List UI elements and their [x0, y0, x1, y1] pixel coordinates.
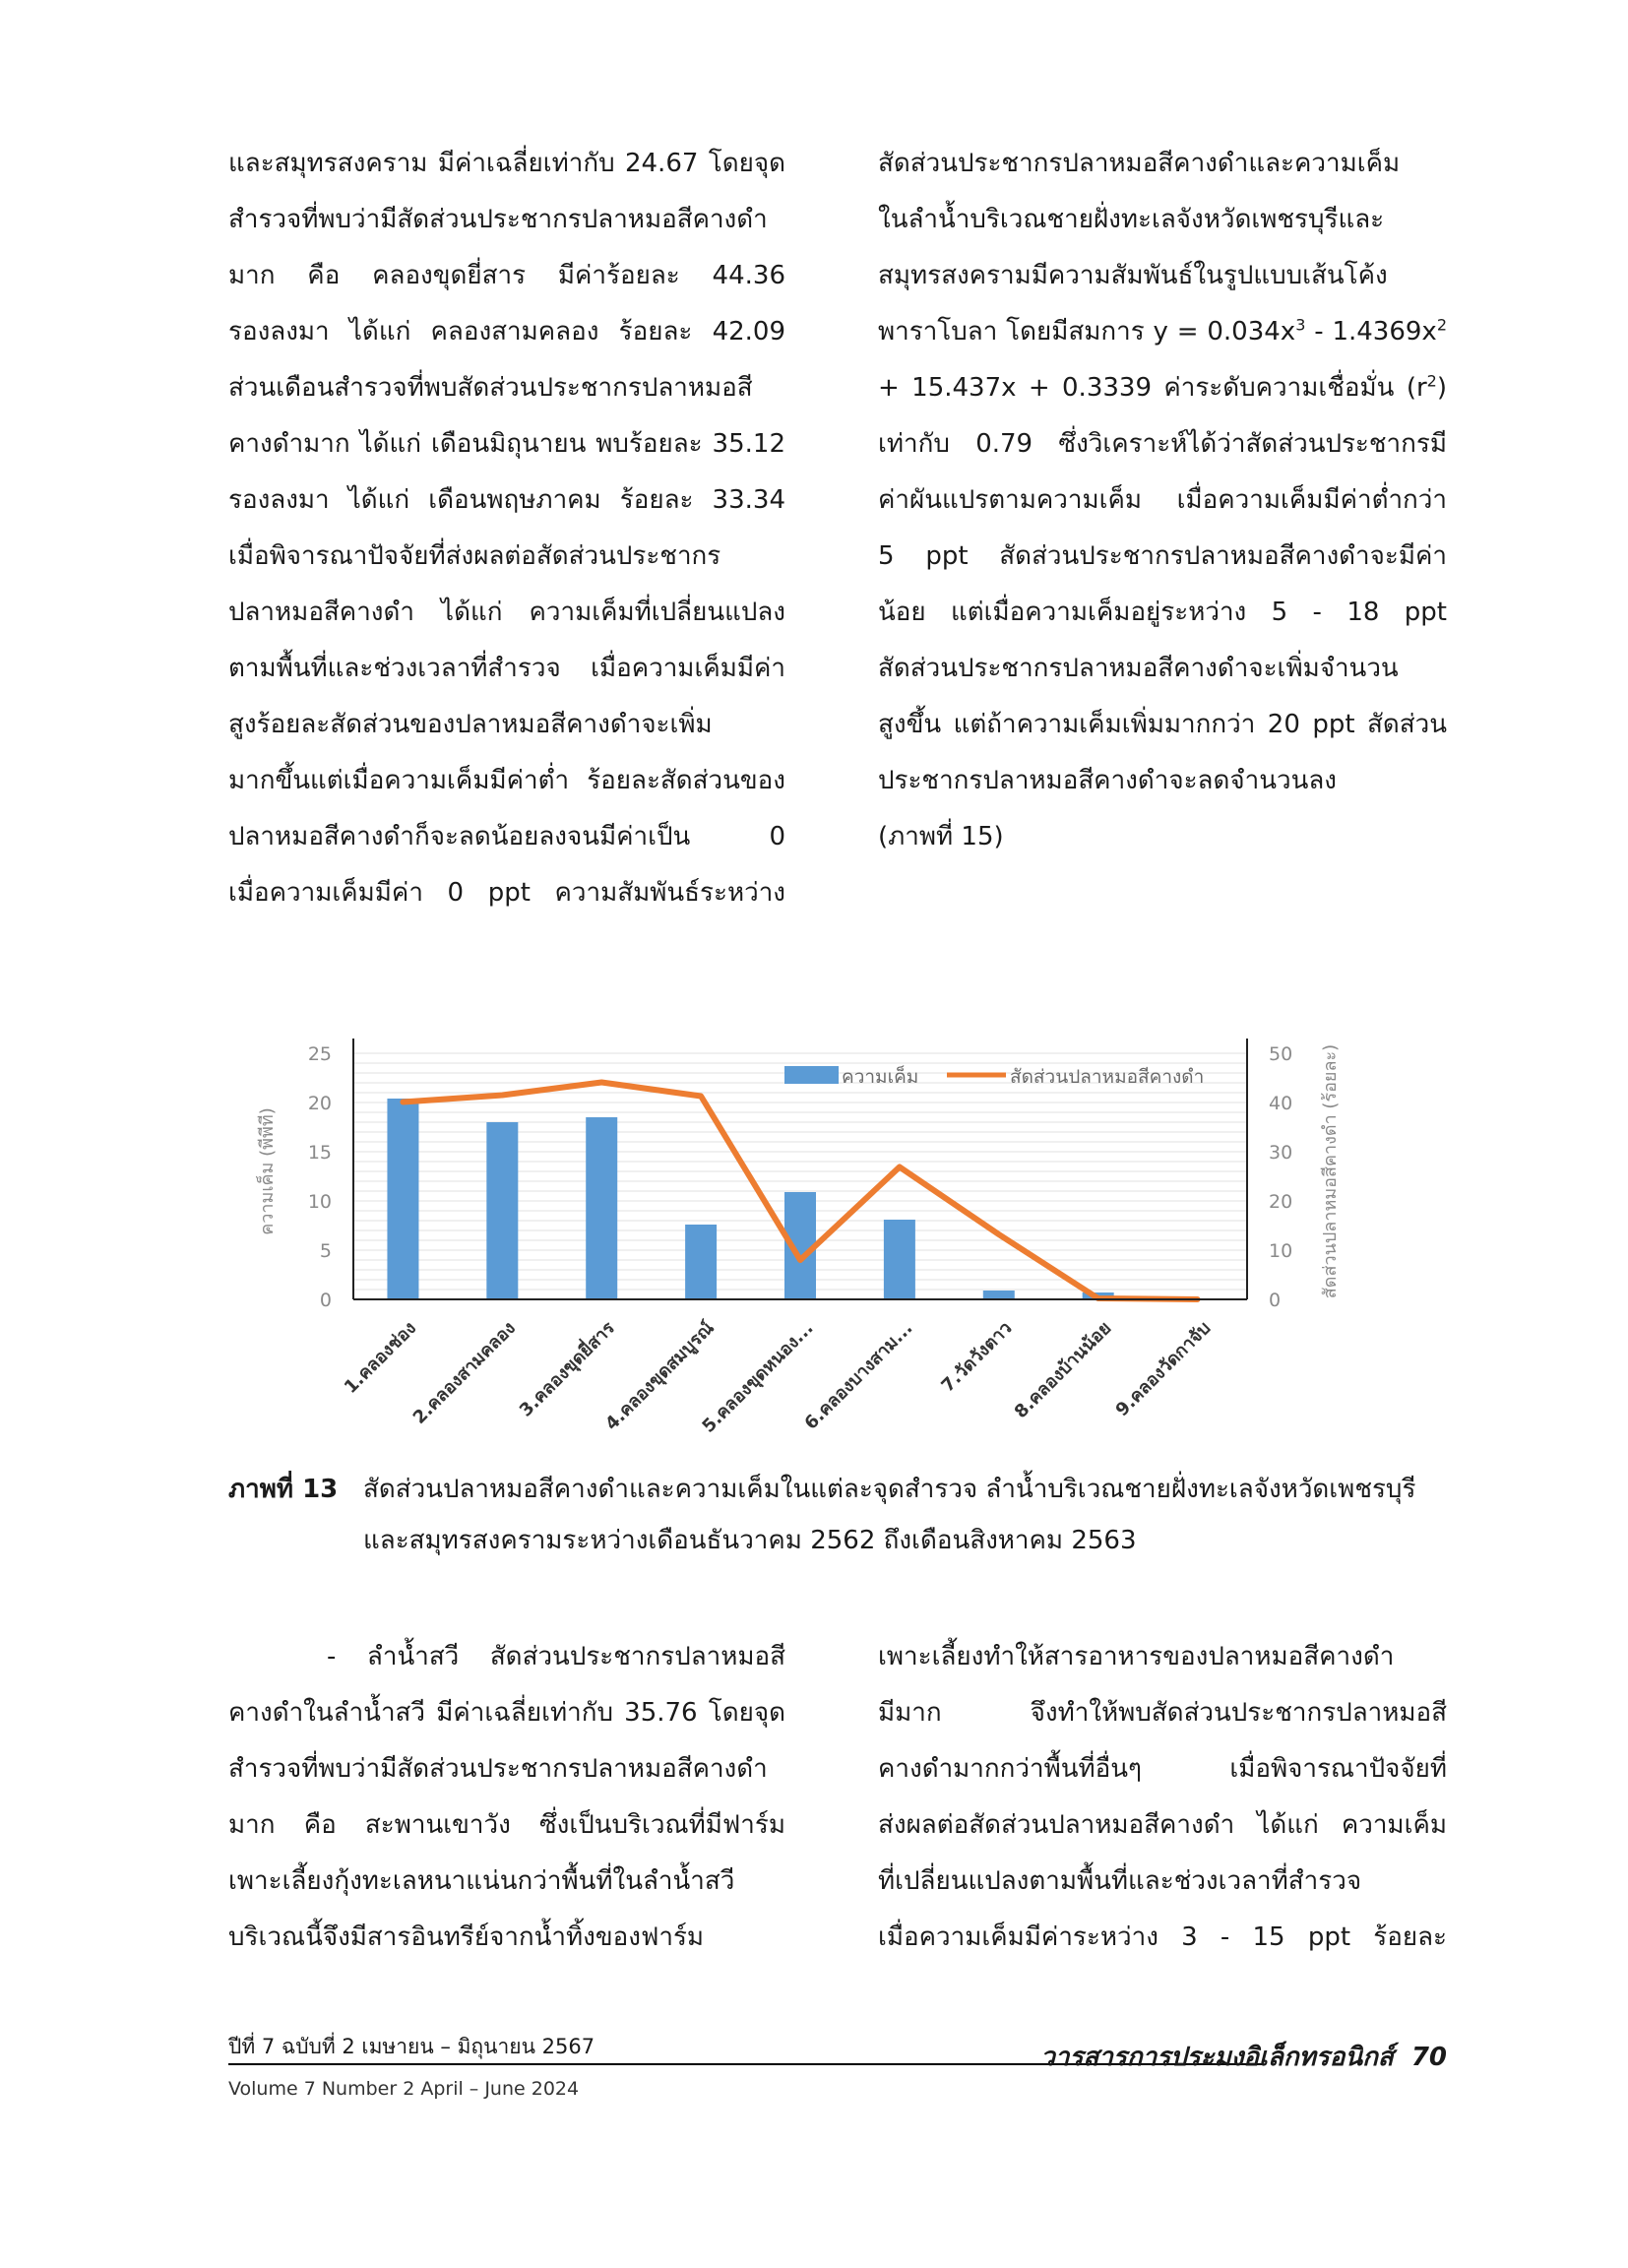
equation-exponent: 3 [1295, 315, 1306, 335]
category-label: 5.คลองขุดหนอง... [698, 1317, 818, 1437]
left-axis-title: ความเค็ม (พีพีที) [257, 1107, 278, 1235]
text-line: ที่เปลี่ยนแปลงตามพื้นที่และช่วงเวลาที่สำรวจ [878, 1866, 1362, 1896]
text-line: และสมุทรสงคราม มีค่าเฉลี่ยเท่ากับ 24.67 โดยจุด [228, 149, 785, 178]
caption-line-2: และสมุทรสงครามระหว่างเดือนธันวาคม 2562 ถึงเดือนสิงหาคม 2563 [363, 1526, 1137, 1555]
caption-label: ภาพที่ 13 [228, 1475, 339, 1504]
left-tick-label: 10 [307, 1191, 332, 1213]
footer-issue-english: Volume 7 Number 2 April – June 2024 [228, 2078, 580, 2100]
left-tick-label: 0 [319, 1290, 332, 1311]
body-text-top-left [228, 136, 785, 921]
figure-caption [228, 1464, 1449, 1566]
bar-mark [983, 1291, 1015, 1299]
legend-bar-swatch [784, 1066, 839, 1084]
category-label: 8.คลองบ้านน้อย [1010, 1317, 1116, 1423]
equation-line [878, 304, 1447, 360]
left-axis-ticks [308, 1043, 332, 1311]
category-label: 1.คลองช่อง [340, 1317, 420, 1398]
text-line: รองลงมา ได้แก่ คลองสามคลอง ร้อยละ 42.09 [228, 317, 785, 346]
text-line: เมื่อความเค็มมีค่าระหว่าง 3 - 15 ppt ร้อยละ [878, 1922, 1447, 1952]
equation-exponent: 2 [1436, 315, 1448, 335]
text-line: 5 ppt สัดส่วนประชากรปลาหมอสีคางดำจะมีค่า [878, 541, 1447, 571]
caption-line-1 [228, 1464, 1449, 1515]
category-label: 7.วัดวังตาว [937, 1317, 1017, 1397]
text-line: ปลาหมอสีคางดำก็จะลดน้อยลงจนมีค่าเป็น 0 [228, 822, 785, 851]
text-line: มาก คือ คลองขุดยี่สาร มีค่าร้อยละ 44.36 [228, 261, 785, 290]
legend-bar-label: ความเค็ม [842, 1066, 919, 1088]
footer-journal [1040, 2037, 1447, 2077]
left-tick-label: 20 [307, 1093, 332, 1114]
body-text-bottom-right [878, 1629, 1447, 1966]
right-tick-label: 10 [1269, 1240, 1293, 1262]
bar-mark [387, 1099, 418, 1299]
right-axis-title: สัดส่วนปลาหมอสีคางดำ (ร้อยละ) [1320, 1043, 1341, 1299]
equation-part: ) [1436, 373, 1447, 403]
text-line: คางดำมาก ได้แก่ เดือนมิถุนายน พบร้อยละ 35.12 [228, 429, 785, 459]
category-label: 9.คลองวัดกาจับ [1111, 1317, 1216, 1421]
text-line: ปลาหมอสีคางดำ ได้แก่ ความเค็มที่เปลี่ยนแปลง [228, 598, 785, 627]
footer-issue-thai: ปีที่ 7 ฉบับที่ 2 เมษายน – มิถุนายน 2567 [228, 2035, 595, 2058]
bar-mark [884, 1220, 915, 1299]
left-tick-label: 25 [307, 1043, 332, 1065]
bar-series [387, 1099, 1113, 1299]
text-line: มีมาก จึงทำให้พบสัดส่วนประชากรปลาหมอสี [878, 1698, 1447, 1728]
body-text-top-right [878, 136, 1447, 865]
text-line: เพาะเลี้ยงทำให้สารอาหารของปลาหมอสีคางดำ [878, 1642, 1395, 1671]
text-line: เพาะเลี้ยงกุ้งทะเลหนาแน่นกว่าพื้นที่ในลำน้ำสวี [228, 1866, 735, 1896]
right-axis-ticks [1269, 1043, 1292, 1311]
left-tick-label: 5 [319, 1240, 332, 1262]
category-labels [341, 1315, 1215, 1437]
page-number: 70 [1410, 2043, 1447, 2072]
text-line: ในลำน้ำบริเวณชายฝั่งทะเลจังหวัดเพชรบุรีและ [878, 205, 1385, 234]
right-tick-label: 0 [1269, 1290, 1282, 1311]
text-line: - ลำน้ำสวี สัดส่วนประชากรปลาหมอสี [327, 1642, 785, 1671]
chart-legend [784, 1064, 1204, 1088]
text-line: คางดำมากกว่าพื้นที่อื่นๆ เมื่อพิจารณาปัจจัยที่ [878, 1754, 1447, 1784]
text-line: สำรวจที่พบว่ามีสัดส่วนประชากรปลาหมอสีคางดำ [228, 205, 768, 234]
text-line: บริเวณนี้จึงมีสารอินทรีย์จากน้ำทิ้งของฟาร์ม [228, 1922, 705, 1952]
text-line: ค่าผันแปรตามความเค็ม เมื่อความเค็มมีค่าต่ำกว่า [878, 485, 1447, 515]
legend-line-label: สัดส่วนปลาหมอสีคางดำ [1010, 1066, 1205, 1088]
category-label: 4.คลองขุดสมบูรณ์ [601, 1317, 719, 1435]
text-line: เท่ากับ 0.79 ซึ่งวิเคราะห์ได้ว่าสัดส่วนประชากรมี [878, 429, 1447, 459]
text-line: คางดำในลำน้ำสวี มีค่าเฉลี่ยเท่ากับ 35.76 โดยจุด [228, 1698, 785, 1728]
text-line: มาก คือ สะพานเขาวัง ซึ่งเป็นบริเวณที่มีฟาร์ม [228, 1810, 785, 1840]
text-line: เมื่อพิจารณาปัจจัยที่ส่งผลต่อสัดส่วนประชากร [228, 541, 721, 571]
text-line: ส่วนเดือนสำรวจที่พบสัดส่วนประชากรปลาหมอสี [228, 373, 753, 403]
text-line: สมุทรสงครามมีความสัมพันธ์ในรูปแบบเส้นโค้ง [878, 261, 1388, 290]
category-label: 6.คลองบางสาม... [800, 1317, 917, 1434]
bar-mark [586, 1117, 617, 1299]
text-line: สูงขึ้น แต่ถ้าความเค็มเพิ่มมากกว่า 20 ppt สัดส่วน [878, 710, 1447, 739]
text-line: ประชากรปลาหมอสีคางดำจะลดจำนวนลง [878, 766, 1337, 795]
text-line: สัดส่วนประชากรปลาหมอสีคางดำจะเพิ่มจำนวน [878, 654, 1399, 683]
equation-line [878, 360, 1447, 416]
right-tick-label: 30 [1269, 1142, 1293, 1164]
text-line: สำรวจที่พบว่ามีสัดส่วนประชากรปลาหมอสีคางดำ [228, 1754, 768, 1784]
equation-exponent: 2 [1426, 371, 1437, 391]
equation-part: + 15.437x + 0.3339 ค่าระดับความเชื่อมั่น (r [878, 373, 1427, 403]
text-line: เมื่อความเค็มมีค่า 0 ppt ความสัมพันธ์ระหว่าง [228, 878, 785, 908]
body-text-bottom-left [228, 1629, 785, 1966]
category-label: 2.คลองสามคลอง [408, 1317, 520, 1428]
text-line: มากขึ้นแต่เมื่อความเค็มมีค่าต่ำ ร้อยละสัดส่วนของ [228, 766, 785, 795]
journal-name: วารสารการประมงอิเล็กทรอนิกส์ [1040, 2043, 1394, 2072]
category-label: 3.คลองขุดยี่สาร [515, 1317, 619, 1421]
left-tick-label: 15 [307, 1142, 332, 1164]
right-tick-label: 40 [1269, 1093, 1293, 1114]
right-tick-label: 20 [1269, 1191, 1293, 1213]
text-line: น้อย แต่เมื่อความเค็มอยู่ระหว่าง 5 - 18 ppt [878, 598, 1447, 627]
combo-chart [228, 1024, 1449, 1457]
caption-text: สัดส่วนปลาหมอสีคางดำและความเค็มในแต่ละจุดสำรวจ ลำน้ำบริเวณชายฝั่งทะเลจังหวัดเพชรบุรี [363, 1475, 1416, 1504]
text-line: สูงร้อยละสัดส่วนของปลาหมอสีคางดำจะเพิ่ม [228, 710, 713, 739]
text-line: ส่งผลต่อสัดส่วนปลาหมอสีคางดำ ได้แก่ ความเค็ม [878, 1810, 1447, 1840]
equation-part: พาราโบลา โดยมีสมการ y = 0.034x [878, 317, 1296, 346]
equation-part: - 1.4369x [1305, 317, 1437, 346]
bar-mark [486, 1122, 518, 1299]
text-line: ตามพื้นที่และช่วงเวลาที่สำรวจ เมื่อความเค็มมีค่า [228, 654, 785, 683]
text-line: รองลงมา ได้แก่ เดือนพฤษภาคม ร้อยละ 33.34 [228, 485, 785, 515]
text-line: สัดส่วนประชากรปลาหมอสีคางดำและความเค็ม [878, 149, 1401, 178]
right-tick-label: 50 [1269, 1043, 1293, 1065]
text-line: (ภาพที่ 15) [878, 822, 1004, 851]
bar-mark [685, 1225, 717, 1299]
figure-13 [228, 1024, 1449, 1457]
